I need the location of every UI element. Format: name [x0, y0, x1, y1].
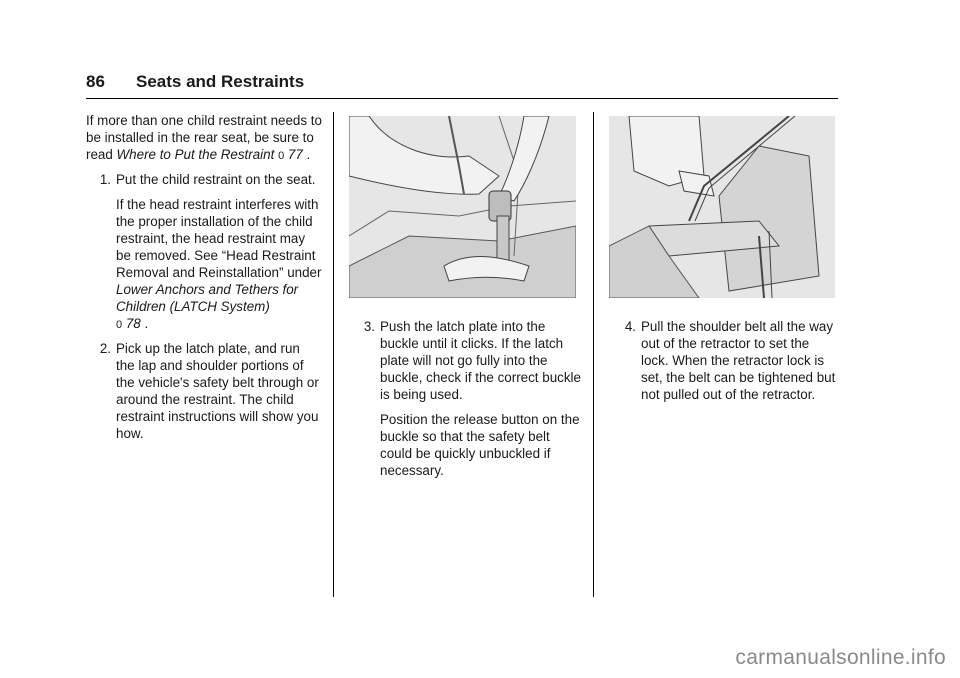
step-text: Put the child restraint on the seat. [116, 172, 316, 187]
step-text: Push the latch plate into the buckle until it clicks. If the latch plate will not go fully into the buckle, check if the correct buckle is being used. [380, 319, 581, 402]
column-2 [350, 312, 582, 479]
header-divider [86, 98, 838, 99]
step-note: If the head restraint interferes with the proper installation of the child restraint, the head restraint may be removed. See “Head Restraint Removal and Reinstallation” under Lower Anchors and Tethers for Children (LATCH System) 0 78 . [116, 197, 322, 331]
shoulder-belt-drawing [609, 116, 835, 298]
column-3 [611, 312, 837, 403]
latch-system-link[interactable]: Lower Anchors and Tethers for Children (LATCH System) [116, 282, 299, 314]
watermark: carmanualsonline.info [735, 646, 946, 669]
step-2 [86, 340, 322, 442]
step-number: 4. [624, 319, 636, 334]
step-1 [86, 171, 322, 334]
page-header [86, 72, 838, 98]
shoulder-belt-illustration [609, 116, 835, 298]
latch-plate-drawing [349, 116, 576, 298]
step-text: Pick up the latch plate, and run the lap and shoulder portions of the vehicle's safety belt through or around the restraint. The child restraint instructions will show you how. [116, 341, 319, 441]
step-number: 1. [99, 172, 111, 187]
step-text: Pull the shoulder belt all the way out of the retractor to set the lock. When the retractor lock is set, the belt can be tightened but not pulled out of the retractor. [641, 319, 836, 402]
intro-paragraph: If more than one child restraint needs to be installed in the rear seat, be sure to read Where to Put the Restraint 0 77 . [86, 113, 322, 162]
step-4 [611, 318, 837, 403]
step-number: 2. [99, 341, 111, 356]
latch-plate-illustration [349, 116, 576, 298]
step-3 [350, 318, 582, 479]
page-ref-icon: 0 [278, 150, 285, 162]
page-number: 86 [86, 72, 105, 91]
where-to-put-restraint-link[interactable]: Where to Put the Restraint [116, 147, 275, 162]
page-ref-78[interactable]: 78 [125, 316, 141, 331]
section-title: Seats and Restraints [136, 72, 305, 91]
column-divider [333, 112, 334, 597]
column-divider [593, 112, 594, 597]
column-1 [86, 112, 322, 442]
step-number: 3. [363, 319, 375, 334]
page-ref-icon: 0 [116, 319, 123, 331]
page-ref-77[interactable]: 77 [287, 147, 303, 162]
step-note: Position the release button on the buckle so that the safety belt could be quickly unbuckled if necessary. [380, 412, 580, 478]
